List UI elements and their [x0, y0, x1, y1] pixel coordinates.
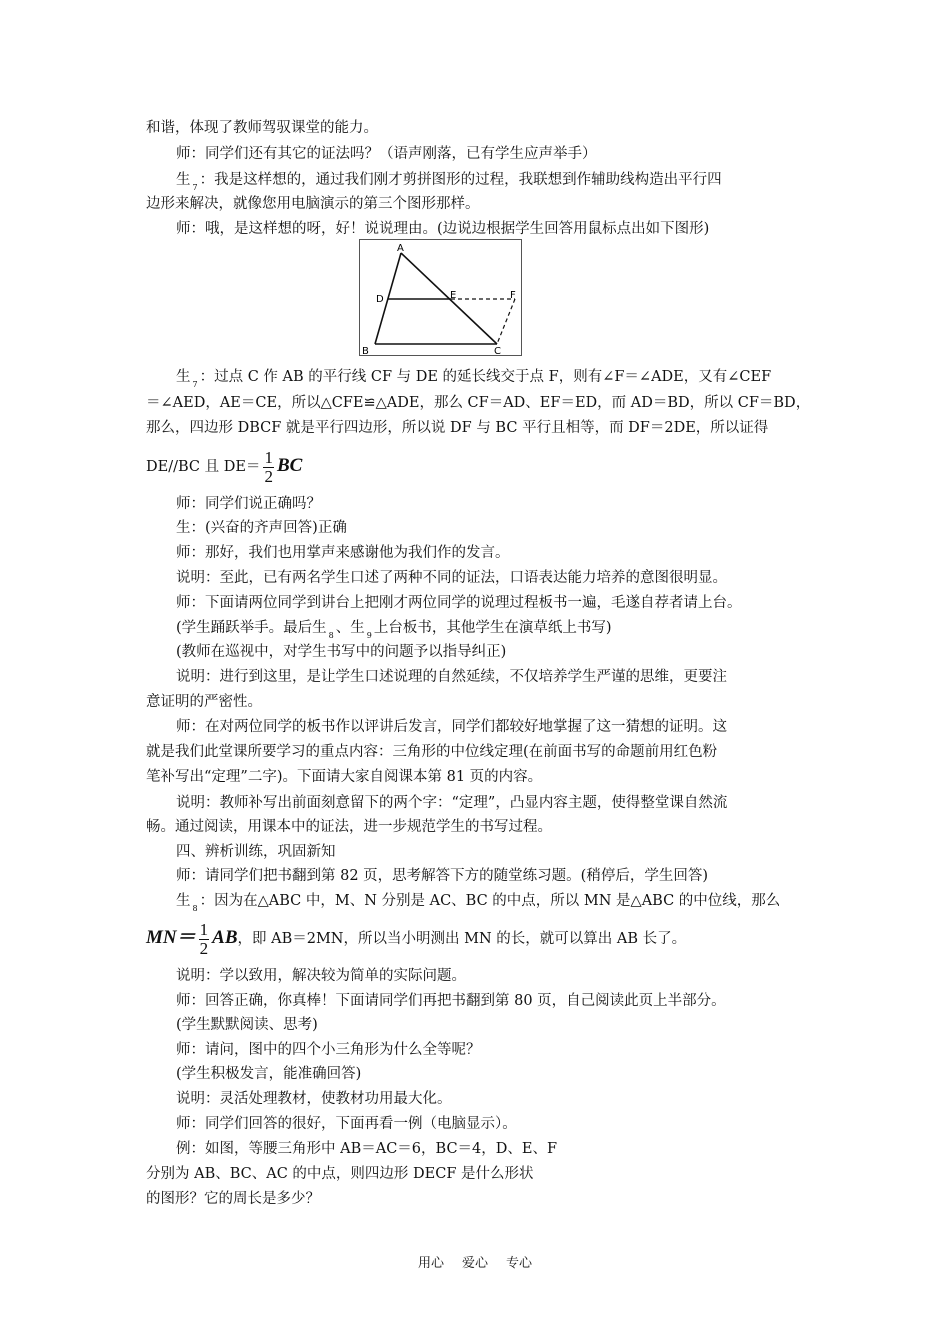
- text-line: 师：在对两位同学的板书作以评讲后发言，同学们都较好地掌握了这一猜想的证明。这: [176, 719, 727, 735]
- fraction-half: $\frac{1}{2}$: [264, 447, 273, 486]
- text-line: 畅。通过阅读，用课本中的证法，进一步规范学生的书写过程。: [146, 819, 552, 835]
- text-line: ＝∠AED，AE＝CE，所以△CFE≌△ADE，那么 CF＝AD、EF＝ED，而 AD＝BD，所以 CF＝BD，: [146, 395, 811, 411]
- text-line: 意证明的严密性。: [146, 694, 262, 710]
- fraction-half: $\frac{1}{2}$: [199, 919, 209, 958]
- text-line: (学生踊跃举手。最后生 $_8$ 、生 $_9$ 上台板书，其他学生在演草纸上书写): [176, 620, 612, 640]
- triangle-figure: [359, 239, 522, 356]
- text-line: 师：请同学们把书翻到第 82 页，思考解答下方的随堂练习题。(稍停后，学生回答): [176, 868, 708, 884]
- text-line: 生 $_7$ ：我是这样想的，通过我们刚才剪拼图形的过程，我联想到作辅助线构造出平行四: [176, 172, 722, 192]
- page-footer: [0, 1252, 950, 1271]
- text-line: 师：回答正确，你真棒！下面请同学们再把书翻到第 80 页，自己阅读此页上半部分。: [176, 993, 726, 1009]
- vertex-label-e: E: [450, 290, 457, 301]
- text-line: 师：那好，我们也用掌声来感谢他为我们作的发言。: [176, 545, 510, 561]
- text-line: 生：(兴奋的齐声回答)正确: [176, 520, 347, 536]
- text-line: 师：同学们说正确吗？: [176, 496, 321, 512]
- text-line: 就是我们此堂课所要学习的重点内容：三角形的中位线定理(在前面书写的命题前用红色粉: [146, 744, 718, 760]
- text-line: 师：下面请两位同学到讲台上把刚才两位同学的说理过程板书一遍，毛遂自荐者请上台。: [176, 595, 742, 611]
- text-line: 生 $_7$ ：过点 C 作 AB 的平行线 CF 与 DE 的延长线交于点 F，则有∠F＝∠ADE，又有∠CEF: [176, 369, 772, 389]
- text-line: 边形来解决，就像您用电脑演示的第三个图形那样。: [146, 196, 480, 212]
- triangle-midline-diagram: [360, 240, 521, 355]
- text-line: 说明：学以致用，解决较为简单的实际问题。: [176, 968, 466, 984]
- text-line: (教师在巡视中，对学生书写中的问题予以指导纠正): [176, 644, 507, 660]
- text-line: (学生默默阅读、思考): [176, 1017, 318, 1033]
- vertex-label-c: C: [494, 346, 501, 355]
- text-line: 例：如图，等腰三角形中 AB＝AC＝6，BC＝4，D、E、F: [176, 1141, 558, 1157]
- vertex-label-b: B: [362, 346, 369, 355]
- text-line: 分别为 AB、BC、AC 的中点，则四边形 DECF 是什么形状: [146, 1166, 534, 1182]
- text-line: DE//BC 且 DE＝ $\frac{1}{2}$ BC: [146, 447, 303, 486]
- footer-text: 用心: [417, 1256, 444, 1271]
- text-line: 说明：教师补写出前面刻意留下的两个字：“定理”，凸显内容主题，使得整堂课自然流: [176, 795, 728, 811]
- text-line: 说明：至此，已有两名学生口述了两种不同的证法，口语表达能力培养的意图很明显。: [176, 570, 727, 586]
- section-heading: 四、辨析训练，巩固新知: [176, 844, 336, 860]
- vertex-label-f: F: [510, 290, 516, 301]
- vertex-label-a: A: [397, 243, 404, 254]
- footer-text: 专心: [506, 1256, 533, 1271]
- text-line: 笔补写出“定理”二字)。下面请大家自阅课本第 81 页的内容。: [146, 769, 543, 785]
- text-line: 说明：进行到这里，是让学生口述说理的自然延续，不仅培养学生严谨的思维，更要注: [176, 669, 727, 685]
- text-line: 师：请问，图中的四个小三角形为什么全等呢？: [176, 1042, 481, 1058]
- text-line: 的图形？它的周长是多少？: [146, 1191, 320, 1207]
- text-line: 和谐，体现了教师驾驭课堂的能力。: [146, 120, 378, 136]
- vertex-label-d: D: [376, 294, 384, 305]
- text-line: (学生积极发言，能准确回答): [176, 1066, 362, 1082]
- text-line: 师：同学们还有其它的证法吗？（语声刚落，已有学生应声举手）: [176, 146, 597, 162]
- text-line: 生 $_8$ ：因为在△ABC 中，M、N 分别是 AC、BC 的中点，所以 MN 是△ABC 的中位线，那么: [176, 893, 781, 913]
- text-line: MN＝ $\frac{1}{2}$ AB，即 AB＝2MN，所以当小明测出 MN 的长，就可以算出 AB 长了。: [146, 919, 687, 958]
- text-line: 说明：灵活处理教材，使教材功用最大化。: [176, 1091, 452, 1107]
- text-line: 师：同学们回答的很好，下面再看一例（电脑显示）。: [176, 1116, 517, 1132]
- text-line: 师：哦，是这样想的呀，好！说说理由。(边说边根据学生回答用鼠标点出如下图形): [176, 221, 710, 237]
- footer-text: 爱心: [461, 1256, 488, 1271]
- text-line: 那么，四边形 DBCF 就是平行四边形，所以说 DF 与 BC 平行且相等，而 DF＝2DE，所以证得: [146, 420, 769, 436]
